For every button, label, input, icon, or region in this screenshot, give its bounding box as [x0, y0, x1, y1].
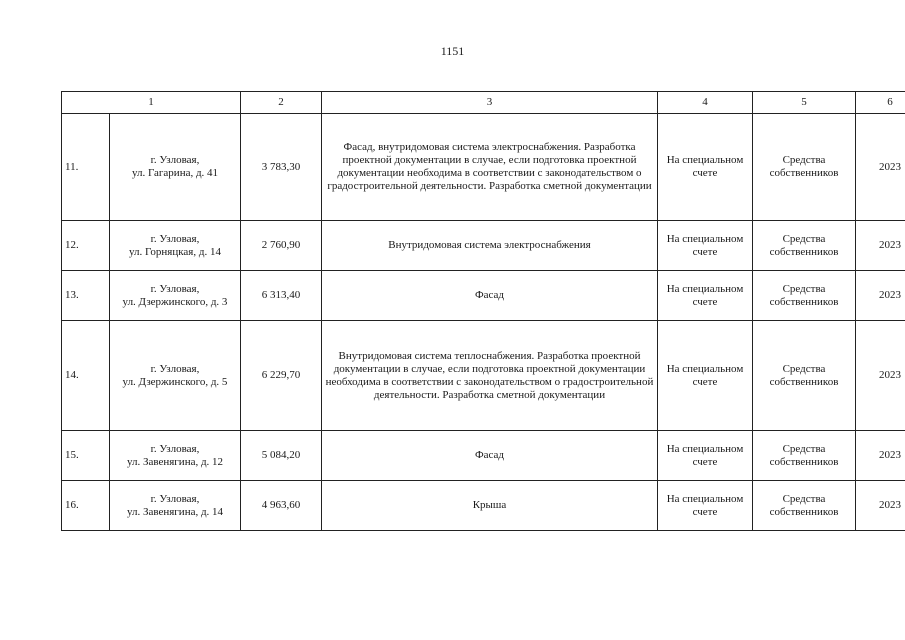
column-header-1: 1 — [62, 92, 241, 114]
row-number: 13. — [62, 271, 110, 321]
header-row — [62, 92, 905, 114]
work-type-cell: Фасад, внутридомовая система электроснабжения. Разработка проектной документации в случае, если подготовка проектной документации необходима в соответствии с законодательством о градостроительной деятельности. Разработка сметной документации — [322, 114, 658, 221]
column-header-2: 2 — [241, 92, 322, 114]
cost-cell: 6 313,40 — [241, 271, 322, 321]
column-header-3: 3 — [322, 92, 658, 114]
year-cell: 2023 — [856, 114, 905, 221]
year-cell: 2023 — [856, 221, 905, 271]
address-city: г. Узловая, — [150, 492, 200, 505]
year-cell: 2023 — [856, 431, 905, 481]
address-cell — [110, 481, 241, 531]
address-city: г. Узловая, — [150, 362, 200, 375]
table-row — [62, 321, 905, 431]
page-number: 1151 — [440, 44, 465, 58]
funding-source-cell: Средства собственников — [753, 321, 856, 431]
account-cell: На специальном счете — [658, 221, 753, 271]
work-type-cell: Крыша — [322, 481, 658, 531]
work-type-cell: Внутридомовая система теплоснабжения. Разработка проектной документации в случае, если подготовка проектной документации необходима в соответствии с законодательством о градостроительной деятельности. Разработка сметной документации — [322, 321, 658, 431]
table-row — [62, 481, 905, 531]
repair-schedule-table — [61, 91, 905, 531]
work-type-cell: Фасад — [322, 431, 658, 481]
address-street: ул. Горняцкая, д. 14 — [129, 245, 221, 258]
account-cell: На специальном счете — [658, 431, 753, 481]
row-number: 12. — [62, 221, 110, 271]
table-row — [62, 431, 905, 481]
funding-source-cell: Средства собственников — [753, 481, 856, 531]
address-street: ул. Гагарина, д. 41 — [131, 167, 219, 179]
column-header-6: 6 — [856, 92, 905, 114]
cost-cell: 4 963,60 — [241, 481, 322, 531]
cost-cell: 6 229,70 — [241, 321, 322, 431]
account-cell: На специальном счете — [658, 114, 753, 221]
year-cell: 2023 — [856, 321, 905, 431]
account-cell: На специальном счете — [658, 481, 753, 531]
address-cell — [110, 114, 241, 221]
cost-cell: 5 084,20 — [241, 431, 322, 481]
address-cell — [110, 271, 241, 321]
address-cell — [110, 221, 241, 271]
funding-source-cell: Средства собственников — [753, 271, 856, 321]
row-number: 16. — [62, 481, 110, 531]
cost-cell: 3 783,30 — [241, 114, 322, 221]
address-street: ул. Завенягина, д. 14 — [126, 505, 224, 518]
address-cell — [110, 431, 241, 481]
address-city: г. Узловая, — [150, 282, 200, 295]
work-type-cell: Фасад — [322, 271, 658, 321]
table-row — [62, 271, 905, 321]
account-cell: На специальном счете — [658, 321, 753, 431]
year-cell: 2023 — [856, 271, 905, 321]
row-number: 15. — [62, 431, 110, 481]
table-row — [62, 221, 905, 271]
address-street: ул. Дзержинского, д. 3 — [122, 295, 228, 308]
work-type-cell: Внутридомовая система электроснабжения — [322, 221, 658, 271]
address-city: г. Узловая, — [150, 154, 200, 166]
cost-cell: 2 760,90 — [241, 221, 322, 271]
funding-source-cell: Средства собственников — [753, 221, 856, 271]
funding-source-cell: Средства собственников — [753, 431, 856, 481]
column-header-5: 5 — [753, 92, 856, 114]
column-header-4: 4 — [658, 92, 753, 114]
address-street: ул. Дзержинского, д. 5 — [122, 375, 228, 388]
address-cell — [110, 321, 241, 431]
address-city: г. Узловая, — [150, 442, 200, 455]
address-city: г. Узловая, — [150, 232, 200, 245]
table-row — [62, 114, 905, 221]
funding-source-cell: Средства собственников — [753, 114, 856, 221]
address-street: ул. Завенягина, д. 12 — [126, 455, 224, 468]
row-number: 11. — [62, 114, 110, 221]
account-cell: На специальном счете — [658, 271, 753, 321]
year-cell: 2023 — [856, 481, 905, 531]
row-number: 14. — [62, 321, 110, 431]
